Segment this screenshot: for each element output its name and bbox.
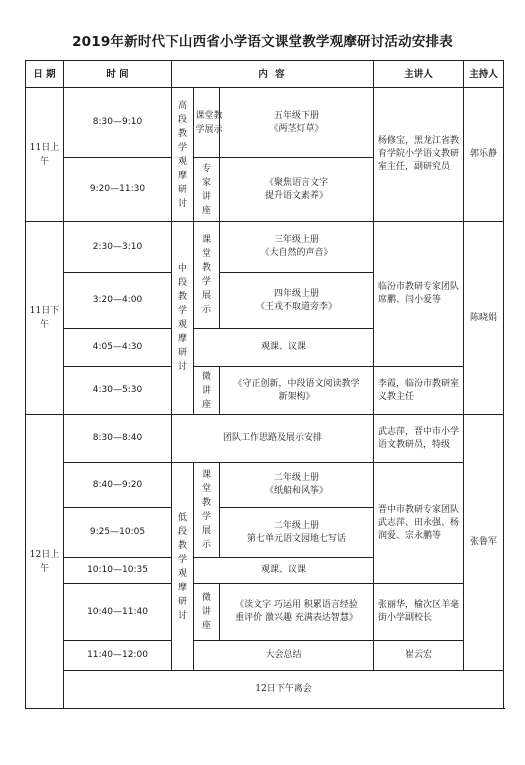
date-cell: 11日上午 xyxy=(26,88,64,222)
content-cell: 观课、议课 xyxy=(194,558,374,584)
time-cell: 8:30—8:40 xyxy=(64,415,172,463)
content-cell: 三年级上册 《大自然的声音》 xyxy=(220,222,374,273)
header-time: 时 间 xyxy=(64,61,172,88)
header-date: 日 期 xyxy=(26,61,64,88)
speaker-cell: 武志萍，晋中市小学语文教研员，特级 xyxy=(374,415,464,463)
table-row xyxy=(26,88,504,158)
time-cell: 9:20—11:30 xyxy=(64,158,172,222)
table-row xyxy=(26,367,504,415)
type-cell: 微讲座 xyxy=(194,584,220,641)
table-row xyxy=(26,584,504,641)
content-cell: 观课、议课 xyxy=(194,329,374,367)
time-cell: 10:10—10:35 xyxy=(64,558,172,584)
header-content: 内 容 xyxy=(172,61,374,88)
time-cell: 10:40—11:40 xyxy=(64,584,172,641)
time-cell: 11:40—12:00 xyxy=(64,641,172,671)
speaker-cell: 张丽华，榆次区羊毫街小学副校长 xyxy=(374,584,464,641)
table-row xyxy=(26,415,504,463)
host-cell: 郭乐静 xyxy=(464,88,504,222)
footer-cell: 12日下午离会 xyxy=(64,671,504,709)
time-cell: 8:40—9:20 xyxy=(64,463,172,508)
host-cell: 陈晓娟 xyxy=(464,222,504,415)
header-speaker: 主讲人 xyxy=(374,61,464,88)
header-row xyxy=(26,61,504,88)
speaker-cell: 李霞，临汾市教研室义教主任 xyxy=(374,367,464,415)
host-cell: 张鲁军 xyxy=(464,415,504,671)
time-cell: 4:30—5:30 xyxy=(64,367,172,415)
speaker-cell: 临汾市教研专家团队席鹏、闫小爱等 xyxy=(374,222,464,367)
speaker-cell: 晋中市教研专家团队武志萍、田永强、杨润爱、宗永鹏等 xyxy=(374,463,464,584)
content-cell: 团队工作思路及展示安排 xyxy=(172,415,374,463)
segment-cell: 中段教学观摩研讨 xyxy=(172,222,194,415)
content-cell: 《读文字 巧运用 积累语言经验 重评价 激兴趣 充满表达智慧》 xyxy=(220,584,374,641)
time-cell: 2:30—3:10 xyxy=(64,222,172,273)
time-cell: 4:05—4:30 xyxy=(64,329,172,367)
content-cell: 《聚焦语言文字 提升语文素养》 xyxy=(220,158,374,222)
document-title: 2019年新时代下山西省小学语文课堂教学观摩研讨活动安排表 xyxy=(72,34,453,50)
content-cell: 二年级上册 《纸船和风筝》 xyxy=(220,463,374,508)
segment-cell: 低段教学观摩研讨 xyxy=(172,463,194,671)
content-cell: 四年级上册 《王戎不取道旁李》 xyxy=(220,273,374,329)
content-cell: 《守正创新，中段语文阅读教学 新架构》 xyxy=(220,367,374,415)
date-cell: 11日下午 xyxy=(26,222,64,415)
speaker-cell: 杨修宝，黑龙江省教育学院小学语文教研室主任，副研究员 xyxy=(374,88,464,222)
table-row xyxy=(26,222,504,273)
type-cell: 微讲座 xyxy=(194,367,220,415)
time-cell: 8:30—9:10 xyxy=(64,88,172,158)
segment-cell: 高段教学观摩研讨 xyxy=(172,88,194,222)
time-cell: 9:25—10:05 xyxy=(64,508,172,558)
schedule-table xyxy=(25,60,504,709)
type-cell: 课堂教学展示 xyxy=(194,88,220,158)
time-cell: 3:20—4:00 xyxy=(64,273,172,329)
date-cell: 12日上午 xyxy=(26,415,64,709)
speaker-cell: 崔云宏 xyxy=(374,641,464,671)
table-row xyxy=(26,463,504,508)
content-cell: 大会总结 xyxy=(194,641,374,671)
content-cell: 五年级下册 《两茎灯草》 xyxy=(220,88,374,158)
footer-row xyxy=(26,671,504,709)
type-cell: 专家讲座 xyxy=(194,158,220,222)
content-cell: 二年级上册 第七单元语文园地七写话 xyxy=(220,508,374,558)
type-cell: 课堂教学展示 xyxy=(194,222,220,329)
type-cell: 课堂教学展示 xyxy=(194,463,220,558)
header-host: 主持人 xyxy=(464,61,504,88)
table-row xyxy=(26,641,504,671)
